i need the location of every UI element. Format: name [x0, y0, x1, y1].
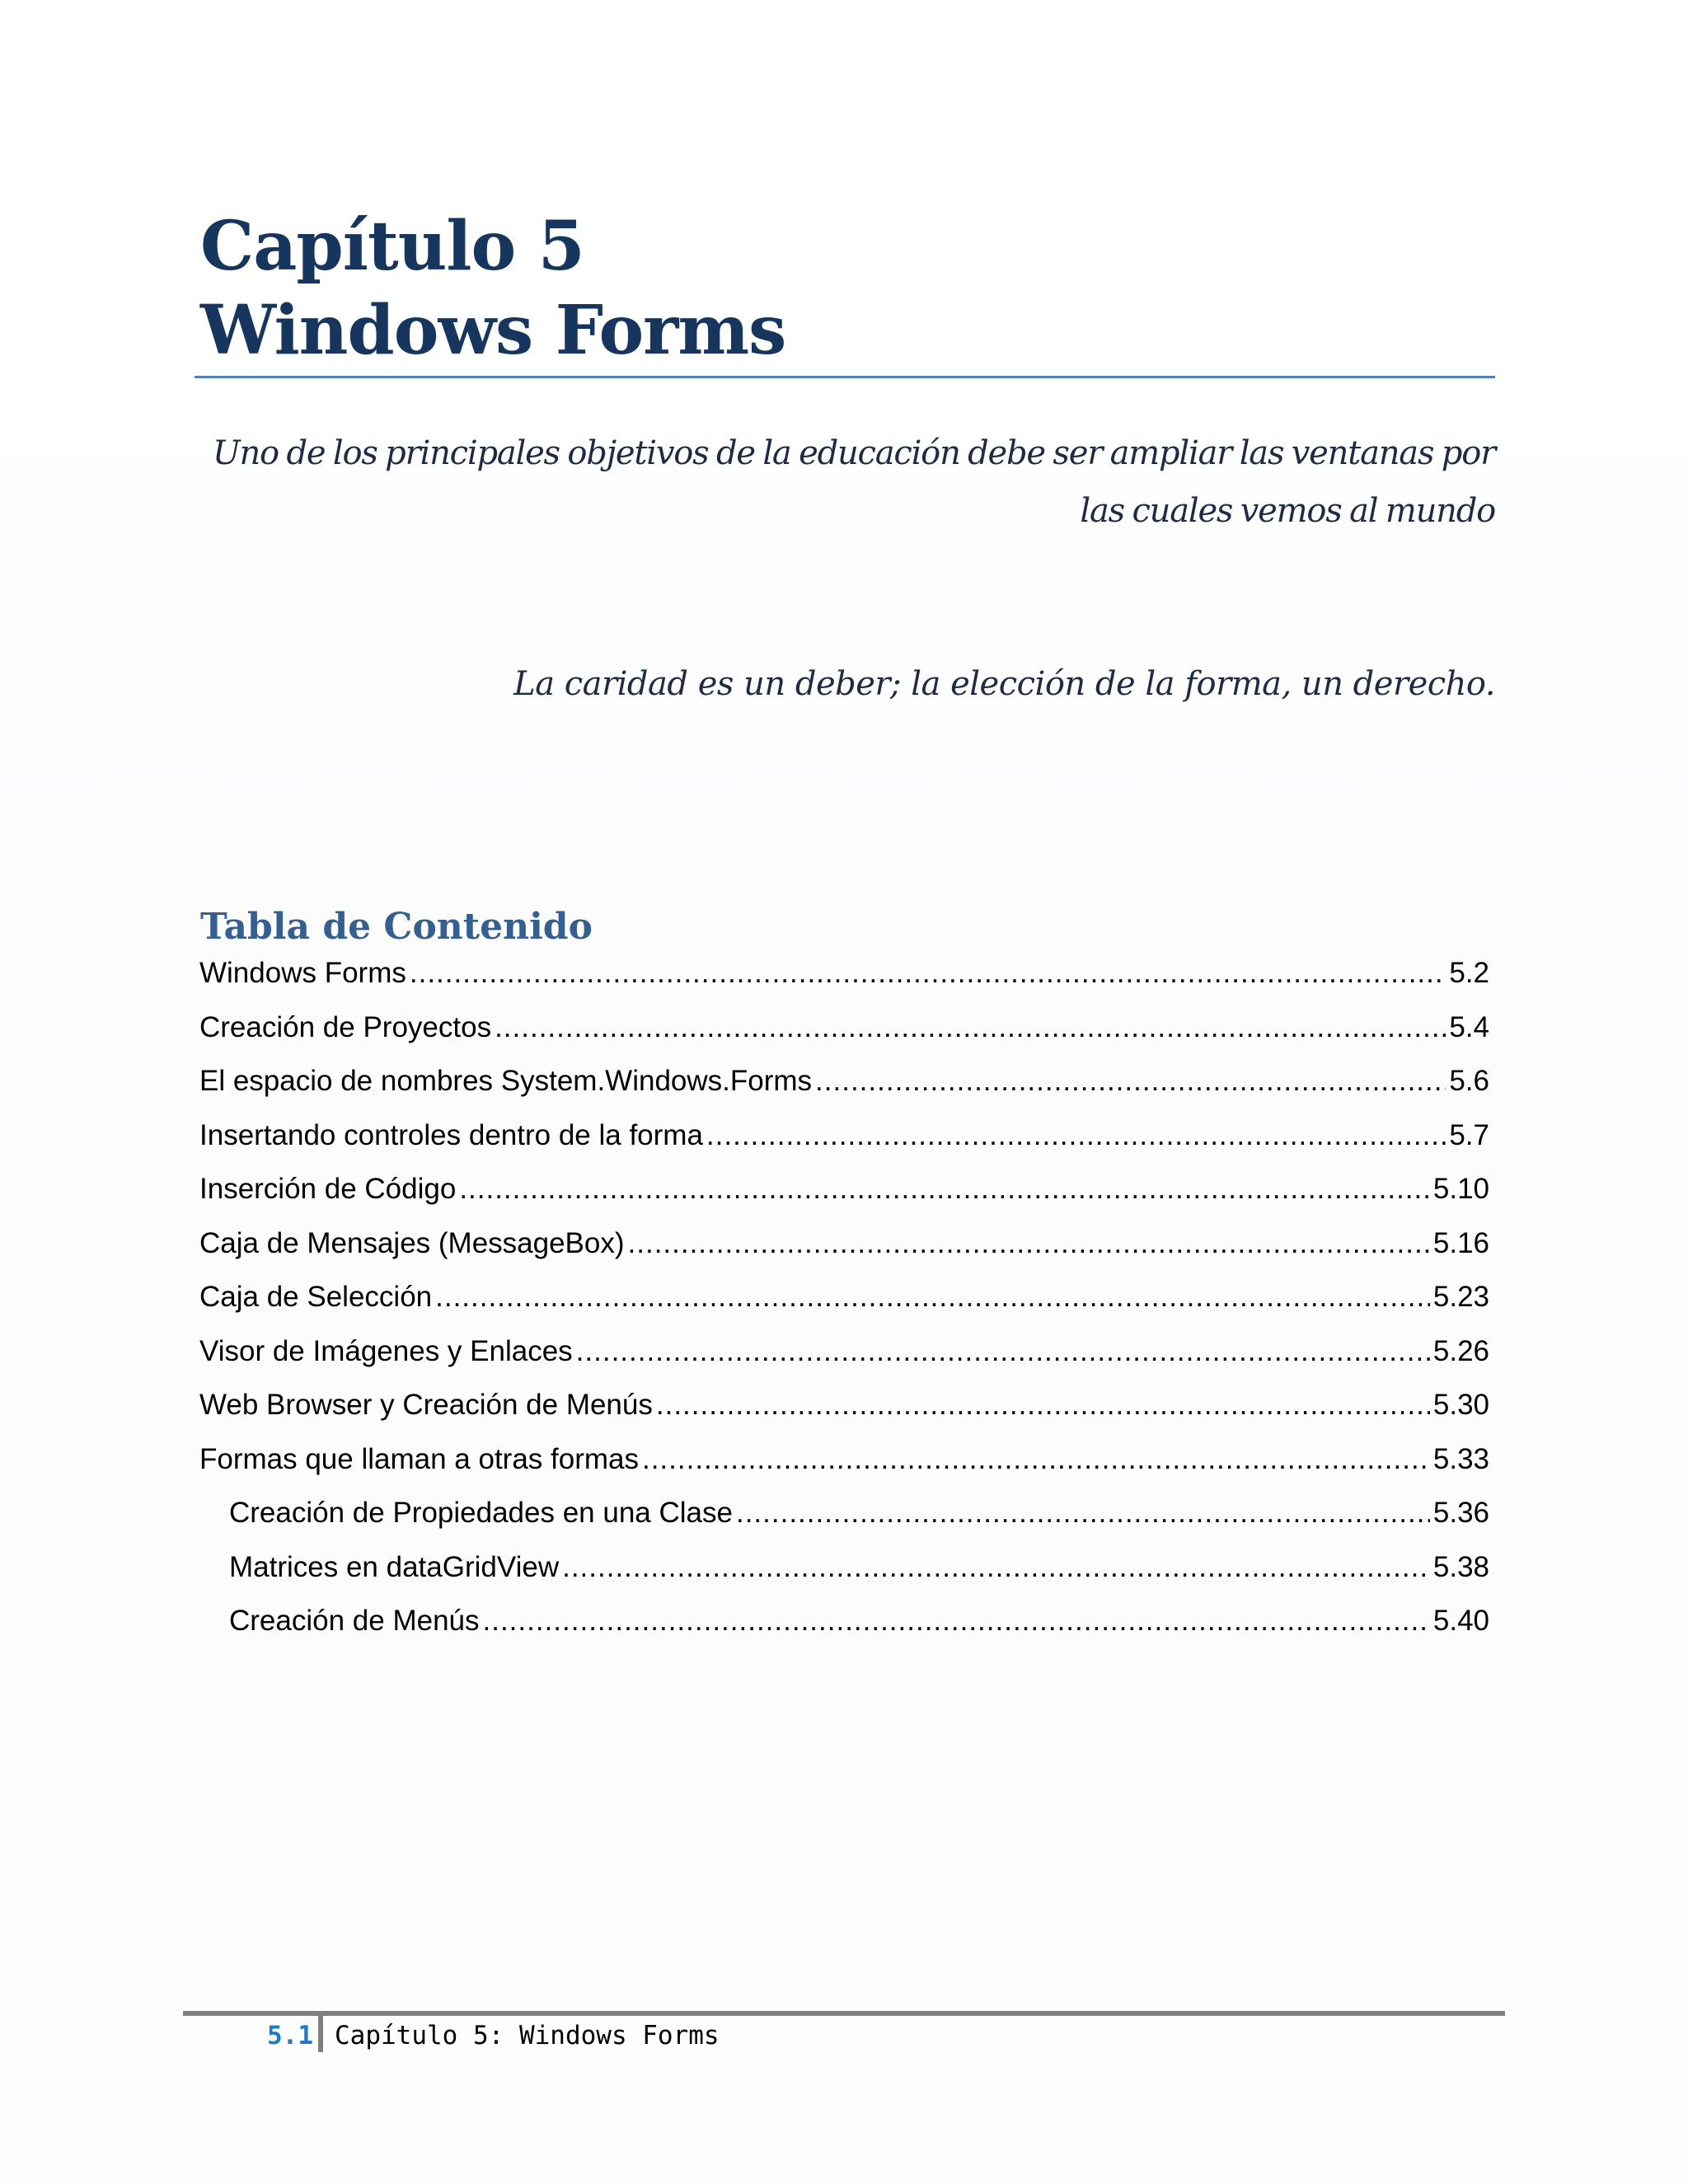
epigraph-quote-2: La caridad es un deber; la elección de la forma, un derecho.	[513, 665, 1495, 703]
chapter-title-name: Windows Forms	[200, 291, 786, 370]
footer-separator	[318, 2016, 323, 2052]
toc-dot-leader	[483, 1594, 1430, 1648]
toc-entry-label: Visor de Imágenes y Enlaces	[199, 1334, 573, 1367]
toc-entry-label: Windows Forms	[199, 957, 406, 989]
epigraph-quote-1: Uno de los principales objetivos de la educación debe ser ampliar las ventanas por las cuales vemos al mundo	[212, 434, 1495, 530]
toc-entry-page: 5.4	[1449, 1010, 1489, 1043]
table-of-contents	[199, 946, 1489, 1648]
toc-dot-leader	[815, 1054, 1446, 1108]
toc-heading: Tabla de Contenido	[200, 906, 593, 948]
chapter-title	[200, 204, 785, 373]
toc-entry[interactable]	[199, 1594, 1489, 1648]
toc-entry-label: Creación de Proyectos	[199, 1010, 492, 1043]
toc-entry-page: 5.36	[1432, 1497, 1489, 1529]
toc-entry-page: 5.10	[1432, 1173, 1489, 1205]
toc-entry-page: 5.6	[1449, 1065, 1489, 1097]
toc-entry-page: 5.2	[1449, 957, 1489, 989]
toc-entry[interactable]	[199, 1054, 1489, 1108]
toc-entry[interactable]	[199, 1540, 1489, 1595]
toc-entry[interactable]	[199, 1162, 1489, 1216]
toc-entry-page: 5.16	[1432, 1226, 1489, 1259]
toc-entry-label: Formas que llaman a otras formas	[199, 1442, 639, 1475]
toc-entry-label: El espacio de nombres System.Windows.Forms	[199, 1065, 813, 1097]
toc-dot-leader	[410, 946, 1446, 1001]
toc-entry[interactable]	[199, 1486, 1489, 1540]
toc-entry[interactable]	[199, 1378, 1489, 1432]
toc-entry[interactable]	[199, 1216, 1489, 1271]
toc-entry-label: Creación de Menús	[229, 1605, 480, 1637]
toc-entry-label: Caja de Mensajes (MessageBox)	[199, 1226, 625, 1259]
toc-entry[interactable]	[199, 1108, 1489, 1163]
footer-chapter-text: Capítulo 5: Windows Forms	[335, 2021, 720, 2050]
toc-entry-label: Insertando controles dentro de la forma	[199, 1118, 703, 1151]
toc-entry[interactable]	[199, 1432, 1489, 1487]
toc-entry[interactable]	[199, 1001, 1489, 1055]
toc-dot-leader	[736, 1486, 1430, 1540]
toc-entry[interactable]	[199, 946, 1489, 1001]
toc-dot-leader	[642, 1432, 1430, 1487]
toc-entry-page: 5.30	[1432, 1389, 1489, 1421]
toc-entry-label: Inserción de Código	[199, 1173, 457, 1205]
toc-entry-label: Caja de Selección	[199, 1281, 433, 1313]
title-divider	[195, 376, 1495, 378]
toc-dot-leader	[495, 1001, 1446, 1055]
toc-dot-leader	[656, 1378, 1430, 1432]
toc-entry-page: 5.26	[1432, 1334, 1489, 1367]
toc-dot-leader	[459, 1162, 1430, 1216]
page-footer	[183, 2016, 1505, 2065]
toc-entry-page: 5.40	[1432, 1605, 1489, 1637]
toc-entry-label: Web Browser y Creación de Menús	[199, 1389, 653, 1421]
footer-page-number: 5.1	[267, 2021, 313, 2050]
toc-entry-page: 5.33	[1432, 1442, 1489, 1475]
toc-dot-leader	[706, 1108, 1446, 1163]
toc-entry[interactable]	[199, 1270, 1489, 1324]
toc-dot-leader	[435, 1270, 1430, 1324]
toc-entry-page: 5.23	[1432, 1281, 1489, 1313]
toc-entry-page: 5.7	[1449, 1118, 1489, 1151]
toc-entry-label: Creación de Propiedades en una Clase	[229, 1497, 733, 1529]
toc-entry-label: Matrices en dataGridView	[229, 1550, 560, 1583]
toc-dot-leader	[628, 1216, 1430, 1271]
toc-dot-leader	[562, 1540, 1430, 1595]
toc-dot-leader	[576, 1324, 1430, 1379]
toc-entry-page: 5.38	[1432, 1550, 1489, 1583]
chapter-title-number: Capítulo 5	[200, 207, 584, 286]
toc-entry[interactable]	[199, 1324, 1489, 1379]
